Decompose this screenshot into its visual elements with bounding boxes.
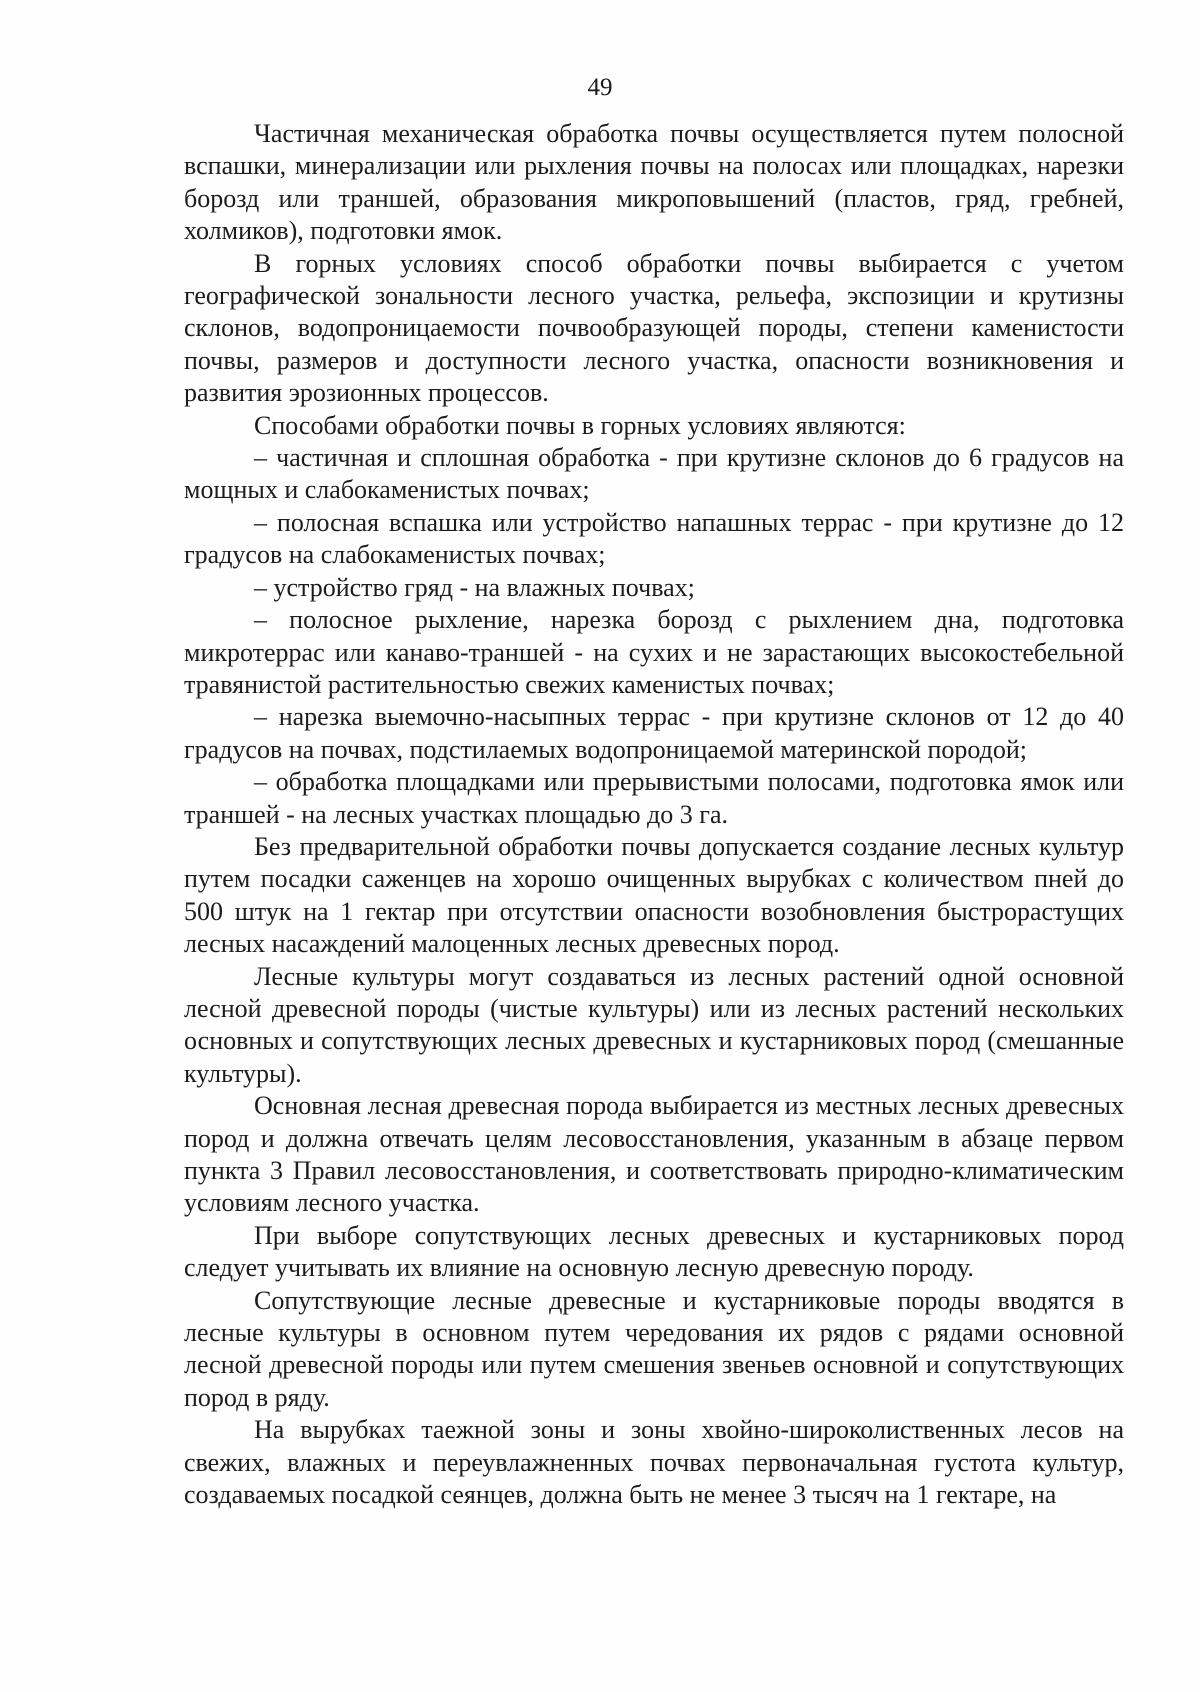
page-number: 49 bbox=[587, 74, 613, 101]
paragraph-6: Основная лесная древесная порода выбирается из местных лесных древесных пород и должна отвечать целям лесовосстановления, указанным в абзаце первом пункта 3 Правил лесовосстановления, и соответствовать природно-климатическим условиям лесного участка. bbox=[184, 1091, 1124, 1218]
paragraph-5: Лесные культуры могут создаваться из лесных растений одной основной лесной древесной породы (чистые культуры) или из лесных растений нескольких основных и сопутствующих лесных древесных и кустарниковых пород (смешанные культуры). bbox=[184, 961, 1124, 1088]
paragraph-1: Частичная механическая обработка почвы осуществляется путем полосной вспашки, минерализации или рыхления почвы на полосах или площадках, нарезки борозд или траншей, образования микроповышений (пластов, гряд, гребней, холмиков), подготовки ямок. bbox=[184, 119, 1124, 246]
paragraph-2: В горных условиях способ обработки почвы выбирается с учетом географической зональности лесного участка, рельефа, экспозиции и крутизны склонов, водопроницаемости почвообразующей породы, степени каменистости почвы, размеров и доступности лесного участка, опасности возникновения и развития эрозионных процессов. bbox=[184, 248, 1124, 408]
list-item-4: – полосное рыхление, нарезка борозд с рыхлением дна, подготовка микротеррас или канаво-траншей - на сухих и не зарастающих высокостебельной травянистой растительностью свежих каменистых почвах; bbox=[184, 605, 1124, 699]
paragraph-9: На вырубках таежной зоны и зоны хвойно-широколиственных лесов на свежих, влажных и переувлажненных почвах первоначальная густота культур, создаваемых посадкой сеянцев, должна быть не менее 3 тысяч на 1 гектаре, на bbox=[184, 1415, 1124, 1510]
list-item-3: – устройство гряд - на влажных почвах; bbox=[254, 572, 695, 602]
list-item-2: – полосная вспашка или устройство напашных террас - при крутизне до 12 градусов на слабокаменистых почвах; bbox=[184, 507, 1124, 570]
paragraph-3: Способами обработки почвы в горных условиях являются: bbox=[254, 410, 906, 440]
list-item-5: – нарезка выемочно-насыпных террас - при крутизне склонов от 12 до 40 градусов на почвах, подстилаемых водопроницаемой материнской породой; bbox=[184, 702, 1124, 764]
paragraph-8: Сопутствующие лесные древесные и кустарниковые породы вводятся в лесные культуры в основном путем чередования их рядов с рядами основной лесной древесной породы или путем смешения звеньев основной и сопутствующих пород в ряду. bbox=[184, 1285, 1124, 1412]
list-item-1: – частичная и сплошная обработка - при крутизне склонов до 6 градусов на мощных и слабокаменистых почвах; bbox=[184, 443, 1124, 505]
list-item-6: – обработка площадками или прерывистыми полосами, подготовка ямок или траншей - на лесных участках площадью до 3 га. bbox=[184, 767, 1124, 829]
paragraph-4: Без предварительной обработки почвы допускается создание лесных культур путем посадки саженцев на хорошо очищенных вырубках с количеством пней до 500 штук на 1 гектар при отсутствии опасности возобновления быстрорастущих лесных насаждений малоценных лесных древесных пород. bbox=[184, 831, 1124, 959]
paragraph-7: При выборе сопутствующих лесных древесных и кустарниковых пород следует учитывать их влияние на основную лесную древесную породу. bbox=[184, 1220, 1124, 1283]
body-text bbox=[184, 118, 1124, 1511]
